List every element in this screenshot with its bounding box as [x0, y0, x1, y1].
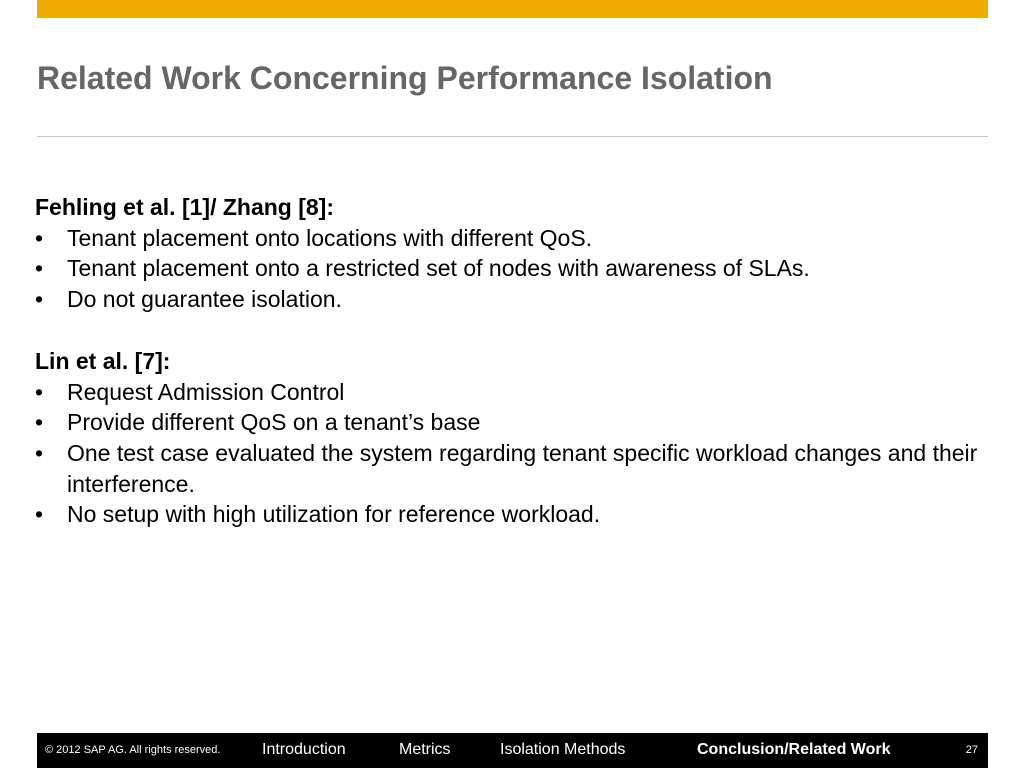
footer-nav-metrics[interactable]: Metrics: [399, 741, 451, 758]
bullet-item: [35, 253, 995, 284]
bullet-icon: •: [35, 501, 44, 528]
bullet-icon: •: [35, 286, 44, 313]
bullet-text: Request Admission Control: [67, 378, 345, 405]
footer-nav-introduction[interactable]: Introduction: [262, 741, 346, 758]
bullet-item: [35, 377, 995, 408]
section-spacer: [35, 315, 995, 346]
section-heading-lin: Lin et al. [7]:: [35, 347, 171, 374]
bullet-text: Tenant placement onto a restricted set of nodes with awareness of SLAs.: [67, 255, 810, 282]
title-divider: [37, 136, 988, 137]
bullet-text: Do not guarantee isolation.: [67, 286, 342, 313]
bullet-icon: •: [35, 439, 44, 466]
bullet-icon: •: [35, 378, 44, 405]
section-heading-fehling-zhang: Fehling et al. [1]/ Zhang [8]:: [35, 194, 334, 220]
copyright-notice: © 2012 SAP AG. All rights reserved.: [45, 744, 221, 756]
bullet-text: No setup with high utilization for reference workload.: [67, 501, 601, 528]
bullet-item: [35, 284, 995, 315]
bullet-item: [35, 407, 995, 438]
footer-nav-isolation-methods[interactable]: Isolation Methods: [500, 741, 626, 758]
bullet-item: [35, 499, 995, 530]
bullet-icon: •: [35, 255, 44, 282]
bullet-icon: •: [35, 224, 44, 251]
bullet-list-lin: [35, 377, 995, 531]
page-number: 27: [965, 744, 978, 756]
footer-bar: [37, 733, 988, 768]
slide-content: [35, 192, 995, 530]
bullet-list-fehling-zhang: [35, 223, 995, 315]
top-accent-bar: [37, 0, 988, 18]
bullet-item: [35, 438, 995, 499]
slide-title: Related Work Concerning Performance Isolation: [37, 60, 773, 96]
footer-nav-conclusion-related-work[interactable]: Conclusion/Related Work: [697, 741, 891, 758]
bullet-text: Tenant placement onto locations with different QoS.: [67, 224, 593, 251]
bullet-icon: •: [35, 409, 44, 436]
bullet-item: [35, 223, 995, 254]
bullet-text: Provide different QoS on a tenant’s base: [67, 409, 481, 436]
bullet-text: One test case evaluated the system regarding tenant specific workload changes and their interference.: [67, 439, 978, 497]
